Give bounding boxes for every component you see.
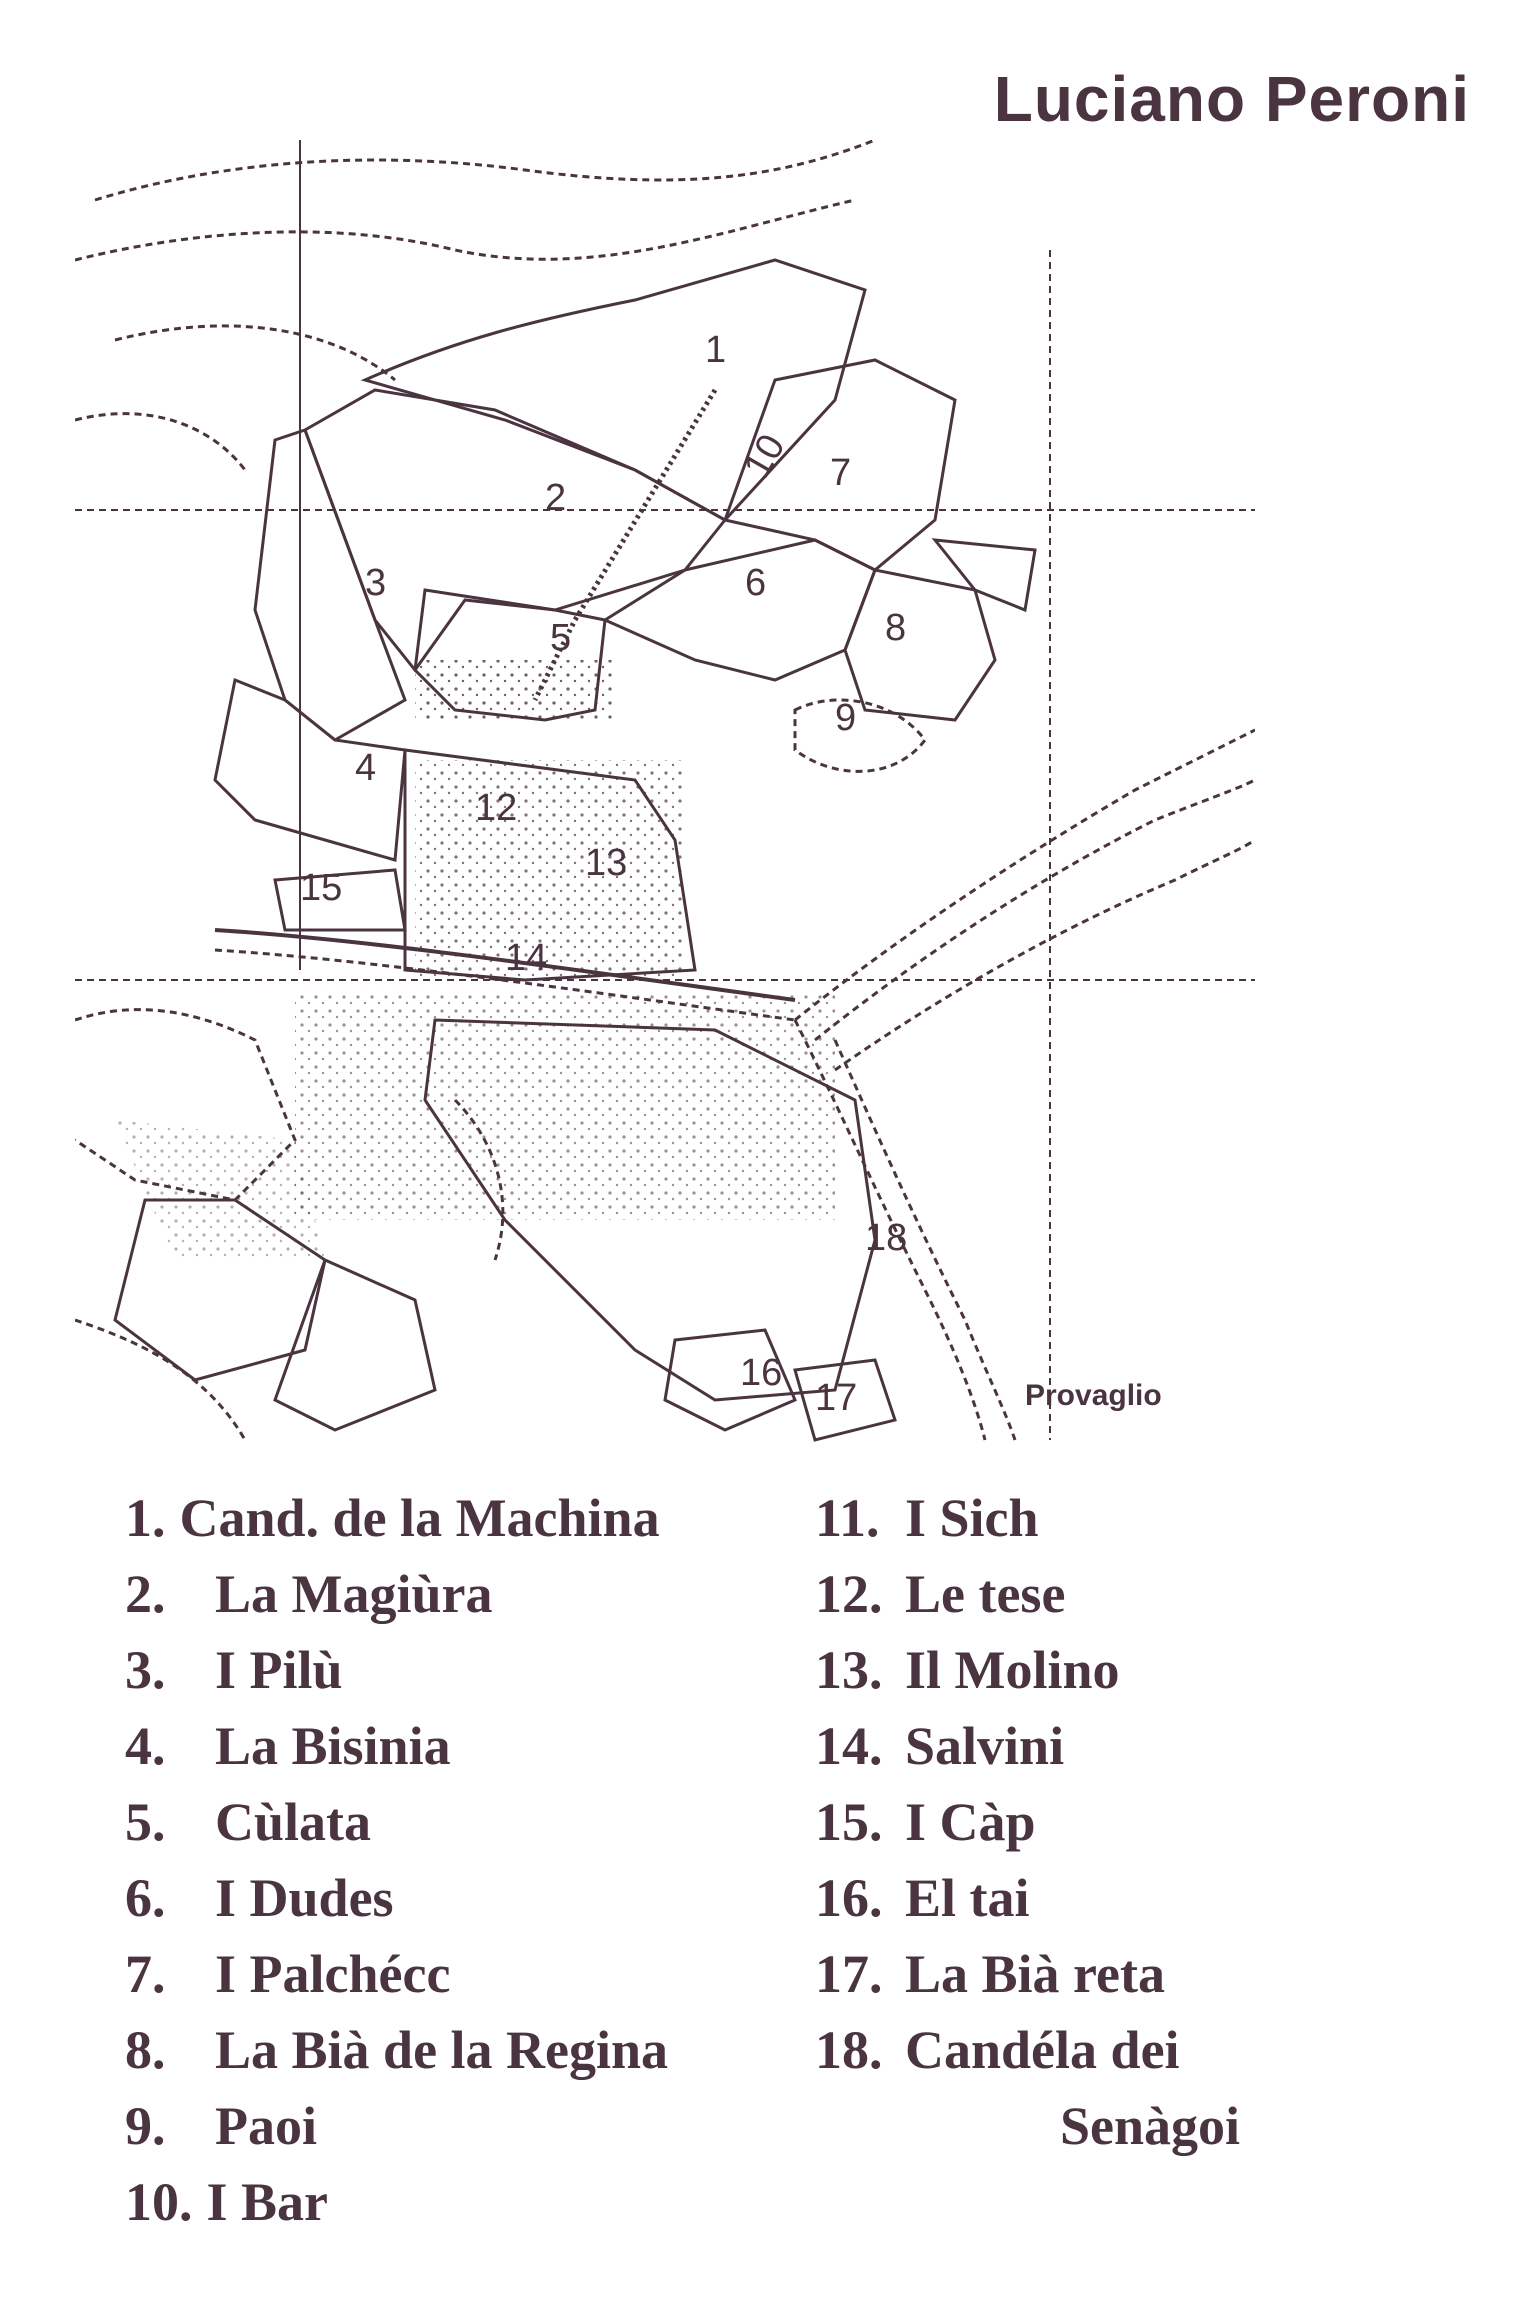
legend-place-name: I Dudes <box>215 1868 394 1928</box>
legend-place-name-continuation: Senàgoi <box>1060 2096 1241 2156</box>
legend-number: 2. <box>125 1564 166 1624</box>
region-label-12: 12 <box>475 787 518 829</box>
region-label-9: 9 <box>835 697 857 739</box>
region-label-7: 7 <box>830 452 852 494</box>
legend-item <box>125 1480 775 1556</box>
region-label-8: 8 <box>885 607 907 649</box>
legend-item <box>815 1556 1375 1632</box>
legend-number: 13. <box>815 1640 883 1700</box>
legend-number: 4. <box>125 1716 166 1776</box>
legend-place-name: Paoi <box>215 2096 317 2156</box>
legend-item <box>125 1556 775 1632</box>
legend-item <box>815 1480 1375 1556</box>
legend-number: 9. <box>125 2096 166 2156</box>
legend-item <box>125 2012 775 2088</box>
legend-number: 10. <box>125 2172 193 2232</box>
legend-item <box>815 1860 1375 1936</box>
legend-place-name: I Palchécc <box>215 1944 451 2004</box>
region-label-18: 18 <box>865 1217 908 1259</box>
region-label-5: 5 <box>550 617 572 659</box>
legend-place-name: Cand. de la Machina <box>179 1488 660 1548</box>
legend-place-name: I Pilù <box>215 1640 343 1700</box>
place-label-provaglio: Provaglio <box>1025 1379 1162 1412</box>
legend-place-name: El tai <box>905 1868 1030 1928</box>
region-label-1: 1 <box>705 329 727 371</box>
legend-item <box>815 1708 1375 1784</box>
legend-item <box>125 1632 775 1708</box>
legend-item <box>815 1936 1375 2012</box>
legend-number: 11. <box>815 1488 880 1548</box>
legend-number: 16. <box>815 1868 883 1928</box>
legend-item <box>125 2088 775 2164</box>
region-label-6: 6 <box>745 562 767 604</box>
legend-place-name: Salvini <box>905 1716 1065 1776</box>
region-label-15: 15 <box>300 867 343 909</box>
region-label-4: 4 <box>355 747 377 789</box>
legend-place-name: I Càp <box>905 1792 1036 1852</box>
legend-place-name: La Bisinia <box>215 1716 451 1776</box>
legend-item <box>815 1632 1375 1708</box>
sketch-map <box>75 140 1255 1450</box>
region-label-13: 13 <box>585 842 628 884</box>
legend-place-name: La Bià de la Regina <box>215 2020 669 2080</box>
legend-number: 7. <box>125 1944 166 2004</box>
legend-number: 5. <box>125 1792 166 1852</box>
legend-number: 1. <box>125 1488 166 1548</box>
region-label-3: 3 <box>365 562 387 604</box>
legend-place-name: La Bià reta <box>905 1944 1165 2004</box>
region-label-17: 17 <box>815 1377 858 1419</box>
legend-place-name: Cùlata <box>215 1792 372 1852</box>
legend-number: 12. <box>815 1564 883 1624</box>
legend-place-name: Le tese <box>905 1564 1066 1624</box>
legend-number: 6. <box>125 1868 166 1928</box>
legend-left-column <box>125 1480 775 2240</box>
map-drawing <box>75 140 1255 1450</box>
legend-place-name: I Sich <box>905 1488 1039 1548</box>
legend-item <box>125 2164 775 2240</box>
legend-number: 8. <box>125 2020 166 2080</box>
legend-item <box>815 1784 1375 1860</box>
legend-item <box>125 1860 775 1936</box>
legend-place-name: Candéla dei <box>905 2020 1180 2080</box>
legend-place-name: Il Molino <box>905 1640 1120 1700</box>
legend-item <box>125 1708 775 1784</box>
legend-item <box>125 1936 775 2012</box>
legend-number: 18. <box>815 2020 883 2080</box>
legend-place-name: I Bar <box>206 2172 328 2232</box>
legend-number: 3. <box>125 1640 166 1700</box>
legend-place-name: La Magiùra <box>215 1564 493 1624</box>
legend-item <box>815 2012 1375 2156</box>
region-label-2: 2 <box>545 477 567 519</box>
legend-number: 14. <box>815 1716 883 1776</box>
legend-number: 15. <box>815 1792 883 1852</box>
author-name: Luciano Peroni <box>993 63 1470 135</box>
region-label-10: 10 <box>736 427 794 486</box>
legend-right-column <box>815 1480 1375 2156</box>
region-label-14: 14 <box>505 937 548 979</box>
map-hatching <box>115 660 835 1260</box>
region-label-16: 16 <box>740 1352 783 1394</box>
legend-item <box>125 1784 775 1860</box>
legend-number: 17. <box>815 1944 883 2004</box>
